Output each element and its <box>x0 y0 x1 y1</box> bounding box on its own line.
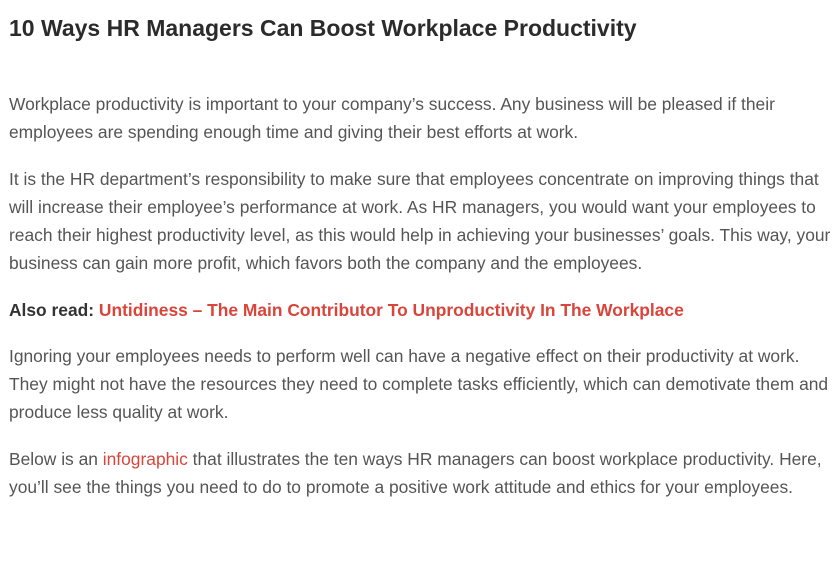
also-read <box>9 296 831 324</box>
also-read-label: Also read: <box>9 300 95 320</box>
paragraph-ignoring-needs: Ignoring your employees needs to perform well can have a negative effect on their productivity at work. They might not have the resources they need to complete tasks efficiently, which can demotivate them and produce less quality at work. <box>9 346 829 422</box>
paragraph-hr-responsibility: It is the HR department’s responsibility to make sure that employees concentrate on improving things that will increase their employee’s performance at work. As HR managers, you would want your employees to reach their highest productivity level, as this would help in achieving your businesses’ goals. This way, your business can gain more profit, which favors both the company and the employees. <box>9 169 831 273</box>
article-title: 10 Ways HR Managers Can Boost Workplace Productivity <box>9 15 637 41</box>
paragraph-infographic-intro <box>9 445 831 501</box>
infographic-text-before: Below is an <box>9 449 103 469</box>
also-read-link[interactable]: Untidiness – The Main Contributor To Unproductivity In The Workplace <box>98 300 684 320</box>
infographic-text-after: that illustrates the ten ways HR managers can boost workplace productivity. Here, you’ll see the things you need to do to promote a positive work attitude and ethics for your employees. <box>9 449 822 497</box>
paragraph-intro: Workplace productivity is important to your company’s success. Any business will be pleased if their employees are spending enough time and giving their best efforts at work. <box>9 94 775 142</box>
infographic-link[interactable]: infographic <box>102 449 188 469</box>
